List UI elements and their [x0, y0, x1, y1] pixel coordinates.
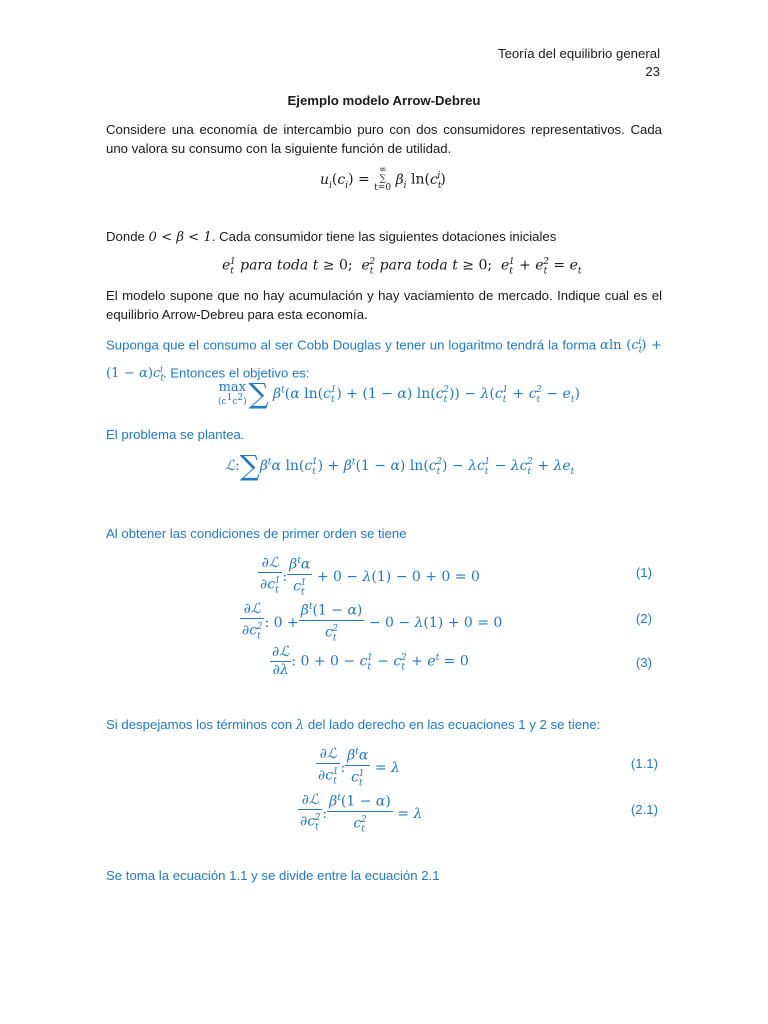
cleared-equation-2-1: $\frac{\text{∂ℒ}}{\partial c_t^2}$ : $\frac{\beta^t(1 - \alpha)}{c_t^2}$ = λ — [300, 791, 423, 835]
clear-text-b: del lado derecho en las ecuaciones 1 y 2 se tiene: — [304, 717, 601, 732]
where-suffix: . Cada consumidor tiene las siguientes dotaciones iniciales — [211, 229, 557, 244]
cleared-equation-1-1: $\frac{\text{∂ℒ}}{\partial c_t^1}$ : $\frac{\beta^t\alpha}{c_t^1}$ = λ — [318, 745, 400, 789]
clear-lambda-paragraph — [106, 715, 662, 735]
foc-equation-2: $\frac{\text{∂ℒ}}{\partial c_t^2}$ : 0 + $\frac{\beta^t(1 - \alpha)}{c_t^2}$ − 0 − λ(1) + 0 = 0 — [242, 600, 503, 644]
problem-intro: Considere una economía de intercambio puro con dos consumidores representativos. Cada uno valora su consumo con la siguiente función de utilidad. — [106, 122, 662, 156]
model-assumption-text: El modelo supone que no hay acumulación y hay vaciamiento de mercado. Indique cual es el equilibrio Arrow-Debreu para esta economía. — [106, 288, 662, 322]
where-prefix: Donde — [106, 229, 149, 244]
beta-range: 0 < β < 1 — [148, 230, 212, 245]
lambda-symbol: λ — [295, 718, 305, 733]
problem-statement: El problema se plantea. — [106, 427, 245, 442]
utility-form-math: αln $(c_t^i) + (1 - \alpha)c_t^i$ — [106, 337, 662, 385]
endowments-equation: $e_t^1$ para toda t ≥ 0; $e_t^2$ para toda t ≥ 0; $e_t^1 + e_t^2 = e_t$ — [222, 257, 582, 277]
cleared-equation-2-1-number: (2.1) — [630, 802, 658, 817]
cleared-equation-1-1-number: (1.1) — [630, 756, 658, 771]
where-line — [106, 227, 662, 247]
suppose-text-a: Suponga que el consumo al ser Cobb Douglas y tener un logaritmo tendrá la forma — [106, 337, 601, 353]
suppose-text-b: . Entonces el objetivo es: — [162, 365, 310, 381]
utility-equation: $u_i(c_i)$ = ∞ ∑ t=0 $\beta_i$ $\ln(c_t^i)$ — [320, 165, 446, 193]
objective-equation: max $(c^1c^2)$ ∑ $\beta^t(\alpha$ $\ln(c_t^1) + (1 - \alpha) \ln(c_t^2)) - \lambda(c_t^1 + c_t^2 - e_t)$ — [218, 377, 580, 410]
running-title: Teoría del equilibrio general — [497, 46, 660, 61]
page-number: 23 — [645, 64, 660, 79]
divide-equations-text: Se toma la ecuación 1.1 y se divide entre la ecuación 2.1 — [106, 868, 440, 883]
foc-equation-1-number: (1) — [635, 565, 652, 580]
foc-equation-1: $\frac{\text{∂ℒ}}{\partial c_t^1}$ : $\frac{\beta^t\alpha}{c_t^1}$ + 0 − λ(1) − 0 + 0 = 0 — [260, 554, 480, 598]
foc-equation-2-number: (2) — [635, 611, 652, 626]
lagrangian-equation: $ℒ:\sum\beta^t\alpha$ $\ln(c_t^1) + \beta^t(1 - \alpha) \ln(c_t^2) - \lambda c_t^1 - \lambda c_t^2 + \lambda e_t$ — [225, 449, 575, 482]
foc-intro: Al obtener las condiciones de primer orden se tiene — [106, 526, 407, 541]
foc-equation-3: $\frac{\text{∂ℒ}}{\partial\lambda}$ : $0 + 0 - c_t^1 - c_t^2 + e^t = 0$ — [272, 644, 469, 678]
foc-equation-3-number: (3) — [635, 655, 652, 670]
clear-text-a: Si despejamos los términos con — [106, 717, 296, 732]
section-title: Ejemplo modelo Arrow-Debreu — [287, 93, 481, 108]
